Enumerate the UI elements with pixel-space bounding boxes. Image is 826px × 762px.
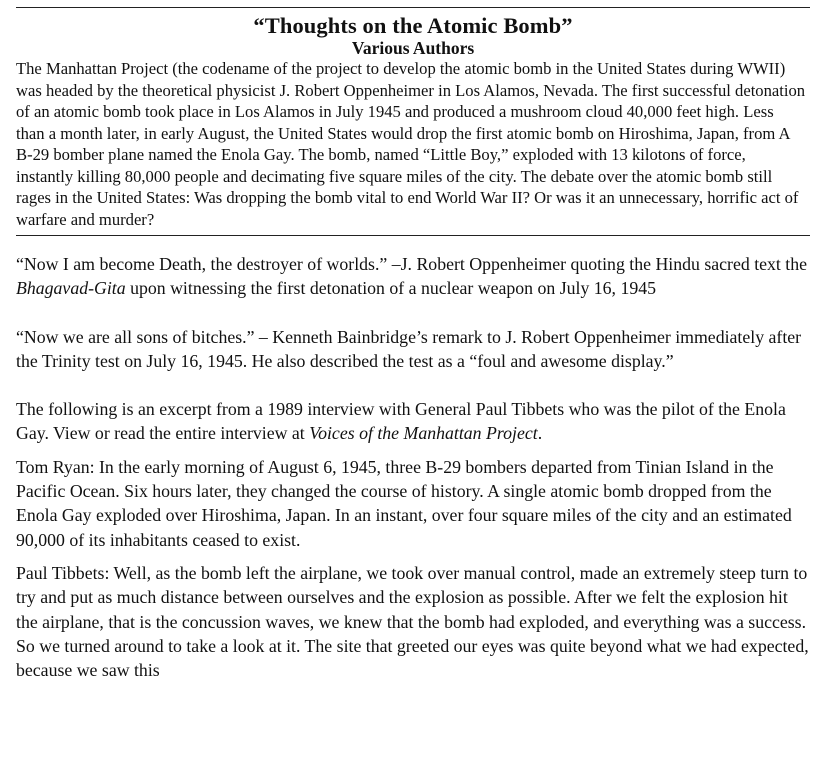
intro-paragraph: The Manhattan Project (the codename of the project to develop the atomic bomb in the United States during WWII) was headed by the theoretical physicist J. Robert Oppenheimer in Los Alamos, Nevada. The first successful detonation of an atomic bomb took place in Los Alamos in July 1945 and produced a mushroom cloud 40,000 feet high. Less than a month later, in early August, the United States would drop the first atomic bomb on Hiroshima, Japan, from A B-29 bomber plane named the Enola Gay. The bomb, named “Little Boy,” exploded with 13 kilotons of force, instantly killing 80,000 people and decimating five square miles of the city. The debate over the atomic bomb still rages in the United States: Was dropping the bomb vital to end World War II? Or was it an unnecessary, horrific act of warfare and murder?	[16, 59, 806, 229]
document-page	[16, 0, 810, 682]
oppenheimer-quote-text: “Now I am become Death, the destroyer of worlds.” –J. Robert Oppenheimer quoting the Hindu sacred text the	[16, 254, 808, 274]
oppenheimer-quote	[16, 252, 810, 301]
top-divider	[16, 7, 810, 8]
excerpt-intro-end: .	[537, 423, 543, 444]
excerpt-intro-text: The following is an excerpt from a 1989 interview with General Paul Tibbets who was the pilot of the Enola Gay. View or read the entire interview at	[16, 399, 786, 444]
oppenheimer-quote-attribution: upon witnessing the first detonation of a nuclear weapon on July 16, 1945	[125, 278, 657, 299]
section-divider	[16, 235, 810, 236]
bhagavad-gita-title: Bhagavad-Gita	[16, 278, 126, 299]
document-subtitle: Various Authors	[351, 38, 475, 58]
bainbridge-quote: “Now we are all sons of bitches.” – Kenneth Bainbridge’s remark to J. Robert Oppenheimer immediately after the Trinity test on July 16, 1945. He also described the test as a “foul and awesome display.”	[16, 326, 802, 371]
document-title: “Thoughts on the Atomic Bomb”	[253, 13, 573, 38]
voices-link-title: Voices of the Manhattan Project	[309, 423, 538, 444]
ryan-paragraph: Tom Ryan: In the early morning of August 6, 1945, three B-29 bombers departed from Tinian Island in the Pacific Ocean. Six hours later, they changed the course of history. A single atomic bomb dropped from the Enola Gay exploded over Hiroshima, Japan. In an instant, over four square miles of the city and an estimated 90,000 of its inhabitants ceased to exist.	[16, 456, 792, 550]
tibbets-paragraph: Paul Tibbets: Well, as the bomb left the airplane, we took over manual control, made an extremely steep turn to try and put as much distance between ourselves and the explosion as possible. After we felt the explosion hit the airplane, that is the concussion waves, we knew that the bomb had exploded, and everything was a success. So we turned around to take a look at it. The site that greeted our eyes was quite beyond what we had expected, because we saw this	[16, 562, 809, 681]
excerpt-intro	[16, 397, 810, 446]
